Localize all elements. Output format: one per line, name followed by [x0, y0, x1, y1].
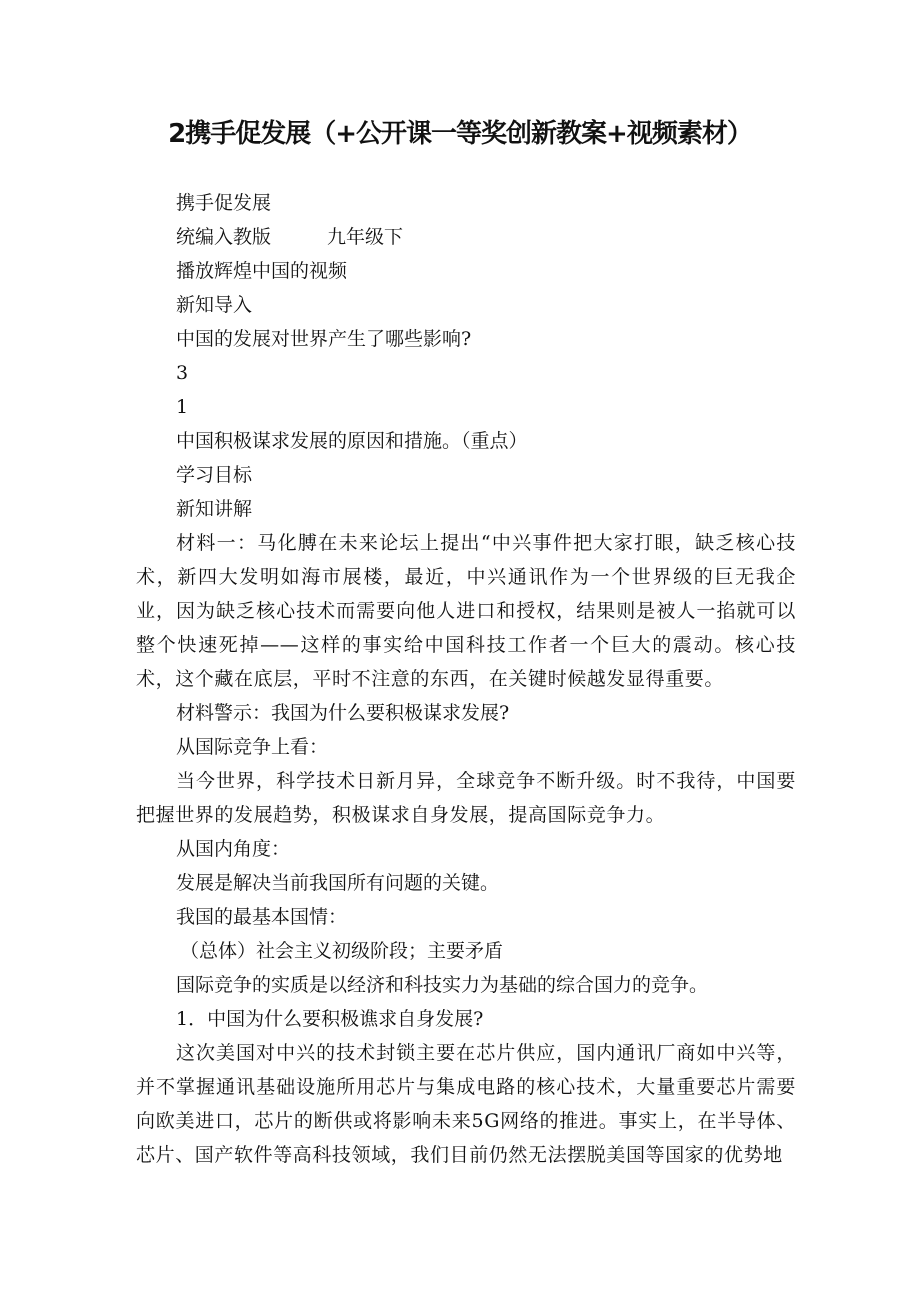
text-line: 学习目标	[176, 464, 253, 486]
text-line: 1．中国为什么要积极谯求自身发展?	[176, 1008, 484, 1030]
text-line: 1	[176, 396, 189, 418]
text-line: 国际竞争的实质是以经济和科技实力为基础的综合国力的竞争。	[176, 974, 709, 996]
text-line: 从国际竞争上看：	[176, 736, 329, 758]
paragraph-international: 当今世界，科学技术日新月异，全球竞争不断升级。时不我待，中国要把握世界的发展趋势，积极谋求自身发展，提高国际竞争力。	[136, 770, 796, 826]
text-line: 新知讲解	[176, 498, 253, 520]
text-line: （总体）社会主义初级阶段；主要矛盾	[180, 940, 504, 962]
text-line: 3	[176, 362, 189, 384]
paragraph-material-one: 材料一：马化膊在未来论坛上提出“中兴事件把大家打眼，缺乏核心技术，新四大发明如海市展楼，最近，中兴通讯作为一个世界级的巨无我企业，因为缺乏核心技术而需要向他人进口和授权，结果则是被人一掐就可以整个快速死掉——这样的事实给中国科技工作者一个巨大的震动。核心技术，这个藏在底层，平时不注意的东西，在关键时候越发显得重要。	[136, 532, 796, 690]
text-line: 播放辉煌中国的视频	[176, 260, 348, 282]
document-title: 2携手促发展（+公开课一等奖创新教案+视频素材）	[168, 119, 752, 149]
text-line: 我国的最基本国情：	[176, 906, 348, 928]
text-line: 从国内角度：	[176, 838, 291, 860]
grade-label: 九年级下	[327, 226, 404, 248]
text-line-edition	[136, 220, 796, 254]
text-line: 携手促发展	[176, 192, 272, 214]
text-line: 材料警示：我国为什么要积极谋求发展?	[176, 702, 510, 724]
document-body	[136, 186, 796, 1172]
text-line: 中国积极谋求发展的原因和措施。（重点）	[176, 430, 528, 452]
text-line: 新知导入	[176, 294, 253, 316]
edition-label: 统编入教版	[176, 226, 272, 248]
paragraph-chip: 这次美国对中兴的技术封锁主要在芯片供应，国内通讯厂商如中兴等，并不掌握通讯基础设施所用芯片与集成电路的核心技术，大量重要芯片需要向欧美进口，芯片的断供或将影响未来5G网络的推进。事实上，在半导体、芯片、国产软件等高科技领域，我们目前仍然无法摆脱美国等国家的优势地	[136, 1042, 796, 1166]
text-line: 中国的发展对世界产生了哪些影响?	[176, 328, 472, 350]
text-line: 发展是解决当前我国所有问题的关键。	[176, 872, 500, 894]
